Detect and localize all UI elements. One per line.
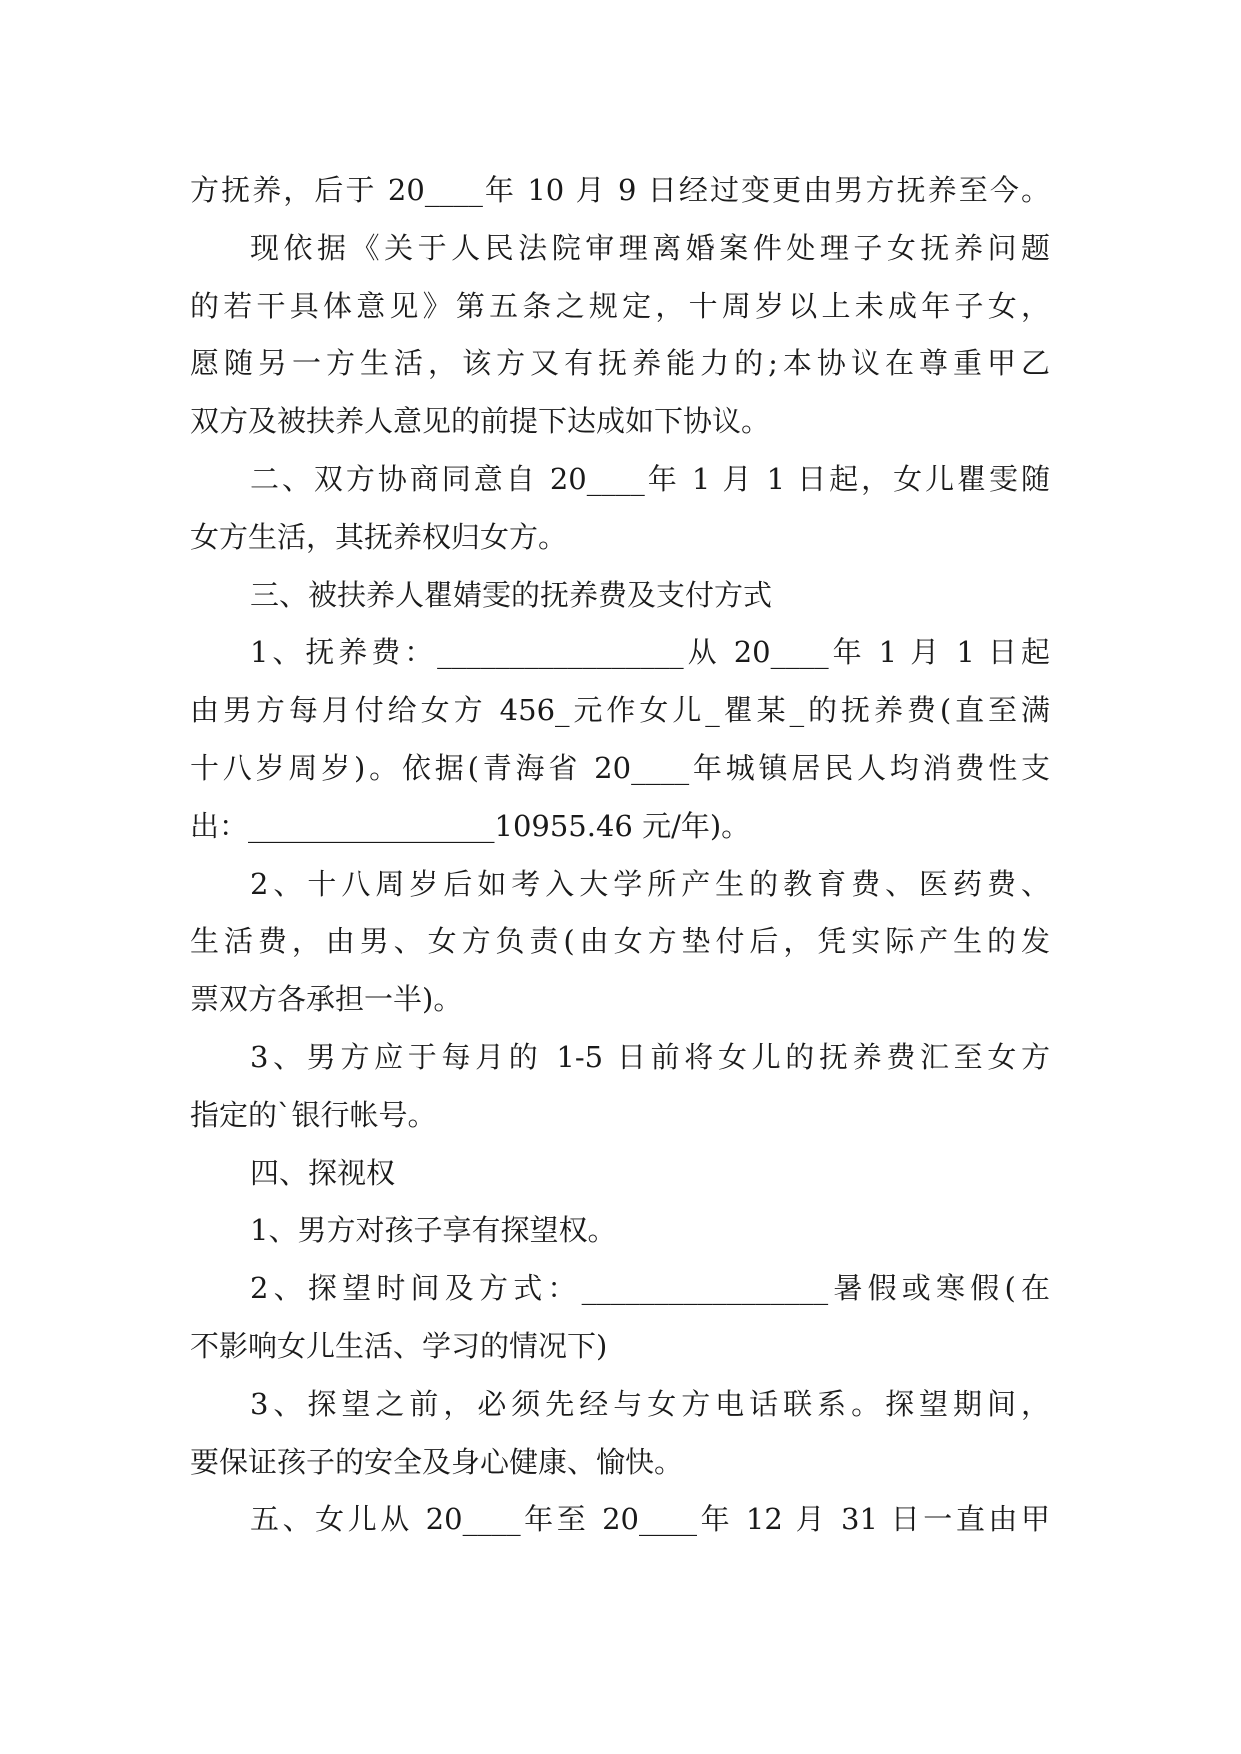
document-body xyxy=(190,162,1050,1549)
text-line: 双方及被扶养人意见的前提下达成如下协议。 xyxy=(190,404,771,439)
text-line: 指定的`银行帐号。 xyxy=(190,1097,437,1132)
text-line: 生活费，由男、女方负责(由女方垫付后，凭实际产生的发 xyxy=(190,924,1050,959)
text-line: 三、被扶养人瞿婧雯的抚养费及支付方式 xyxy=(250,577,773,612)
text-line: 四、探视权 xyxy=(250,1155,396,1190)
text-line: 1、男方对孩子享有探望权。 xyxy=(250,1213,617,1248)
text-line: 1、抚养费：_________________从 20____年 1 月 1 日起 xyxy=(250,635,1050,670)
text-line: 十八岁周岁)。依据(青海省 20____年城镇居民人均消费性支 xyxy=(190,750,1050,785)
text-line: 的若干具体意见》第五条之规定，十周岁以上未成年子女， xyxy=(190,288,1050,323)
text-line: 3、探望之前，必须先经与女方电话联系。探望期间， xyxy=(250,1386,1050,1421)
text-line: 方抚养，后于 20____年 10 月 9 日经过变更由男方抚养至今。 xyxy=(190,173,1050,207)
text-line: 票双方各承担一半)。 xyxy=(190,982,463,1017)
text-line: 出：_________________10955.46 元/年)。 xyxy=(190,808,751,843)
text-line: 五、女儿从 20____年至 20____年 12 月 31 日一直由甲 xyxy=(250,1502,1050,1537)
text-line: 女方生活，其抚养权归女方。 xyxy=(190,519,568,554)
text-line: 由男方每月付给女方 456_元作女儿_瞿某_的抚养费(直至满 xyxy=(190,693,1050,728)
text-line: 不影响女儿生活、学习的情况下) xyxy=(190,1328,608,1363)
text-line: 现依据《关于人民法院审理离婚案件处理子女抚养问题 xyxy=(250,230,1050,265)
text-line: 2、十八周岁后如考入大学所产生的教育费、医药费、 xyxy=(250,866,1050,901)
text-line: 3、男方应于每月的 1-5 日前将女儿的抚养费汇至女方 xyxy=(250,1039,1050,1074)
text-line: 二、双方协商同意自 20____年 1 月 1 日起，女儿瞿雯随 xyxy=(250,461,1050,496)
text-line: 要保证孩子的安全及身心健康、愉快。 xyxy=(190,1444,684,1479)
text-line: 愿随另一方生活，该方又有抚养能力的;本协议在尊重甲乙 xyxy=(190,346,1050,381)
text-line: 2、探望时间及方式：_________________暑假或寒假(在 xyxy=(250,1271,1050,1306)
